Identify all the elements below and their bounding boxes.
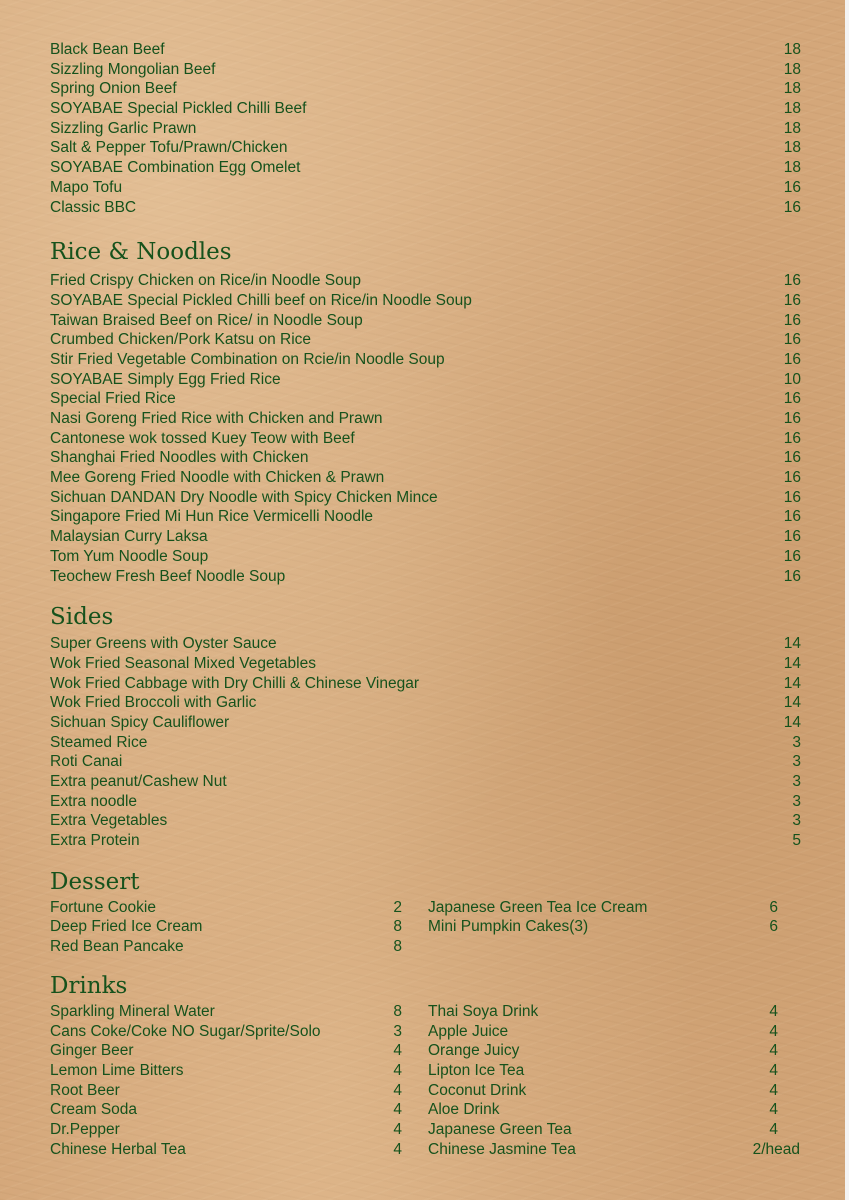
menu-item (428, 1041, 778, 1061)
item-name: Tom Yum Noodle Soup (50, 547, 209, 565)
item-price: 18 (783, 100, 801, 118)
section-title-dessert: Dessert (50, 868, 140, 895)
menu-item (50, 311, 801, 331)
section-title-sides: Sides (50, 604, 114, 631)
item-name: Extra noodle (50, 792, 138, 810)
item-name: Root Beer (50, 1081, 120, 1099)
item-name: Thai Soya Drink (428, 1002, 539, 1020)
menu-item (50, 937, 402, 957)
menu-item (50, 1022, 402, 1042)
menu-item (50, 158, 801, 178)
menu-item (50, 429, 801, 449)
menu-item (50, 1140, 402, 1160)
item-name: Sizzling Mongolian Beef (50, 60, 216, 78)
menu-item (428, 1022, 778, 1042)
menu-item (50, 1120, 402, 1140)
item-name: Extra peanut/Cashew Nut (50, 773, 227, 790)
item-name: Chinese Jasmine Tea (428, 1140, 576, 1158)
item-price: 6 (769, 918, 778, 936)
item-price: 4 (393, 1120, 402, 1138)
menu-item (50, 831, 801, 851)
item-price: 3 (792, 773, 801, 790)
item-price: 4 (769, 1061, 778, 1079)
menu-item (50, 40, 801, 60)
item-price: 4 (393, 1061, 402, 1079)
item-name: Cantonese wok tossed Kuey Teow with Beef (50, 429, 355, 447)
item-price: 18 (783, 60, 801, 78)
item-price: 16 (783, 178, 801, 196)
item-price: 16 (783, 508, 801, 526)
item-price: 4 (393, 1081, 402, 1099)
item-price: 16 (783, 390, 801, 408)
menu-item (428, 1120, 778, 1140)
item-name: Sparkling Mineral Water (50, 1002, 215, 1020)
menu-item (50, 99, 801, 119)
menu-item (50, 917, 402, 937)
item-price: 16 (783, 469, 801, 487)
item-name: Steamed Rice (50, 733, 148, 751)
item-name: Deep Fried Ice Cream (50, 918, 203, 936)
item-price: 4 (393, 1042, 402, 1060)
item-price: 16 (783, 449, 801, 467)
item-price: 3 (792, 792, 801, 810)
page-edge (845, 0, 849, 1200)
item-name: Chinese Herbal Tea (50, 1140, 186, 1158)
item-price: 16 (783, 528, 801, 546)
sides-list (50, 634, 801, 851)
menu-item (428, 917, 778, 937)
item-price: 3 (792, 812, 801, 830)
item-name: Sichuan Spicy Cauliflower (50, 713, 230, 731)
item-price: 2/head (752, 1140, 800, 1158)
item-price: 8 (393, 918, 402, 936)
dessert-columns (50, 898, 801, 957)
item-name: Japanese Green Tea Ice Cream (428, 898, 648, 916)
item-name: Wok Fried Broccoli with Garlic (50, 694, 257, 712)
menu-item (50, 271, 801, 291)
item-name: Aloe Drink (428, 1101, 500, 1119)
item-name: Special Fried Rice (50, 390, 176, 408)
item-price: 16 (783, 429, 801, 447)
item-price: 4 (769, 1042, 778, 1060)
menu-item (428, 1002, 778, 1022)
item-name: Salt & Pepper Tofu/Prawn/Chicken (50, 139, 288, 157)
menu-item (50, 713, 801, 733)
item-name: Sichuan DANDAN Dry Noodle with Spicy Chicken Mince (50, 488, 438, 506)
item-name: Sizzling Garlic Prawn (50, 119, 197, 137)
item-price: 10 (783, 370, 801, 388)
item-price: 14 (783, 674, 801, 692)
item-price: 14 (783, 635, 801, 653)
item-name: Stir Fried Vegetable Combination on Rcie/in Noodle Soup (50, 350, 445, 368)
item-name: Classic BBC (50, 198, 137, 216)
menu-item (50, 330, 801, 350)
menu-item (428, 1140, 800, 1160)
item-name: Fried Crispy Chicken on Rice/in Noodle Soup (50, 272, 362, 290)
menu-item (50, 350, 801, 370)
menu-item (50, 119, 801, 139)
item-name: Black Bean Beef (50, 41, 165, 58)
drinks-right-column (428, 1002, 800, 1160)
dessert-right-column (428, 898, 778, 957)
item-price: 4 (769, 1101, 778, 1119)
menu-item (50, 792, 801, 812)
item-price: 6 (769, 898, 778, 916)
item-price: 5 (792, 832, 801, 850)
item-price: 4 (393, 1101, 402, 1119)
item-price: 18 (783, 159, 801, 177)
item-price: 8 (393, 938, 402, 956)
menu-item (50, 547, 801, 567)
item-name: Mapo Tofu (50, 178, 123, 196)
menu-item (50, 178, 801, 198)
menu-item (50, 1041, 402, 1061)
item-name: Dr.Pepper (50, 1120, 120, 1138)
rice-noodles-list (50, 271, 801, 586)
item-name: Lemon Lime Bitters (50, 1061, 184, 1079)
item-name: SOYABAE Combination Egg Omelet (50, 159, 301, 177)
drinks-left-column (50, 1002, 402, 1160)
item-name: Singapore Fried Mi Hun Rice Vermicelli Noodle (50, 508, 374, 526)
menu-item (428, 1100, 778, 1120)
item-price: 3 (792, 753, 801, 771)
drinks-columns (50, 1002, 801, 1160)
section-title-rice-noodles: Rice & Noodles (50, 239, 232, 266)
item-name: Cans Coke/Coke NO Sugar/Sprite/Solo (50, 1022, 321, 1040)
menu-item (50, 811, 801, 831)
menu-item (50, 409, 801, 429)
item-price: 16 (783, 410, 801, 427)
item-name: Malaysian Curry Laksa (50, 528, 208, 546)
menu-item (50, 448, 801, 468)
mains-list (50, 40, 801, 217)
menu-item (50, 674, 801, 694)
item-price: 16 (783, 567, 801, 585)
item-name: Coconut Drink (428, 1081, 527, 1099)
item-name: Fortune Cookie (50, 898, 156, 916)
item-name: Super Greens with Oyster Sauce (50, 635, 277, 653)
item-price: 4 (769, 1022, 778, 1040)
menu-item (50, 567, 801, 587)
menu-item (428, 1061, 778, 1081)
item-price: 14 (783, 694, 801, 712)
item-price: 2 (393, 898, 402, 916)
menu-item (50, 634, 801, 654)
menu-item (50, 1002, 402, 1022)
menu-item (50, 1100, 402, 1120)
menu-item (50, 693, 801, 713)
item-price: 16 (783, 311, 801, 329)
item-name: Extra Vegetables (50, 812, 168, 830)
menu-item (50, 198, 801, 218)
item-price: 16 (783, 291, 801, 309)
item-name: Apple Juice (428, 1022, 509, 1040)
item-price: 18 (783, 41, 801, 58)
item-name: Orange Juicy (428, 1042, 520, 1060)
menu-item (428, 898, 778, 918)
item-name: Extra Protein (50, 832, 140, 850)
menu-item (50, 138, 801, 158)
item-price: 16 (783, 198, 801, 216)
menu-item (50, 1081, 402, 1101)
menu-item (50, 898, 402, 918)
menu-item (50, 291, 801, 311)
menu-item (50, 1061, 402, 1081)
menu-item (50, 468, 801, 488)
item-price: 16 (783, 272, 801, 290)
item-name: Spring Onion Beef (50, 80, 177, 98)
item-price: 16 (783, 488, 801, 506)
item-price: 16 (783, 350, 801, 368)
item-name: SOYABAE Special Pickled Chilli beef on Rice/in Noodle Soup (50, 291, 472, 309)
item-name: Wok Fried Cabbage with Dry Chilli & Chinese Vinegar (50, 674, 420, 692)
item-name: Mee Goreng Fried Noodle with Chicken & Prawn (50, 469, 385, 487)
item-price: 14 (783, 654, 801, 672)
menu-item (50, 733, 801, 753)
item-price: 3 (792, 733, 801, 751)
item-price: 3 (393, 1022, 402, 1040)
item-name: Crumbed Chicken/Pork Katsu on Rice (50, 331, 312, 349)
item-price: 4 (769, 1081, 778, 1099)
item-name: Lipton Ice Tea (428, 1061, 525, 1079)
item-name: Japanese Green Tea (428, 1120, 572, 1138)
menu-item (50, 60, 801, 80)
item-name: Red Bean Pancake (50, 938, 184, 956)
menu-page (50, 40, 801, 1159)
item-price: 16 (783, 547, 801, 565)
item-price: 4 (769, 1002, 778, 1020)
item-price: 14 (783, 713, 801, 731)
item-name: Shanghai Fried Noodles with Chicken (50, 449, 309, 467)
menu-item (50, 654, 801, 674)
menu-item (428, 1081, 778, 1101)
item-price: 4 (393, 1140, 402, 1158)
section-title-drinks: Drinks (50, 972, 128, 999)
item-price: 18 (783, 80, 801, 98)
item-name: Roti Canai (50, 753, 123, 771)
item-price: 16 (783, 331, 801, 349)
menu-item (50, 488, 801, 508)
menu-item (50, 507, 801, 527)
item-name: Wok Fried Seasonal Mixed Vegetables (50, 654, 316, 672)
item-name: Nasi Goreng Fried Rice with Chicken and Prawn (50, 410, 383, 427)
item-name: Teochew Fresh Beef Noodle Soup (50, 567, 286, 585)
item-price: 18 (783, 139, 801, 157)
item-price: 4 (769, 1120, 778, 1138)
item-name: SOYABAE Special Pickled Chilli Beef (50, 100, 307, 118)
menu-item (50, 752, 801, 772)
menu-item (50, 527, 801, 547)
item-name: Cream Soda (50, 1101, 138, 1119)
menu-item (50, 772, 801, 792)
item-price: 8 (393, 1002, 402, 1020)
dessert-left-column (50, 898, 402, 957)
item-name: SOYABAE Simply Egg Fried Rice (50, 370, 281, 388)
item-name: Ginger Beer (50, 1042, 134, 1060)
item-name: Taiwan Braised Beef on Rice/ in Noodle Soup (50, 311, 363, 329)
menu-item (50, 389, 801, 409)
menu-item (50, 79, 801, 99)
menu-item (50, 370, 801, 390)
item-price: 18 (783, 119, 801, 137)
item-name: Mini Pumpkin Cakes(3) (428, 918, 589, 936)
